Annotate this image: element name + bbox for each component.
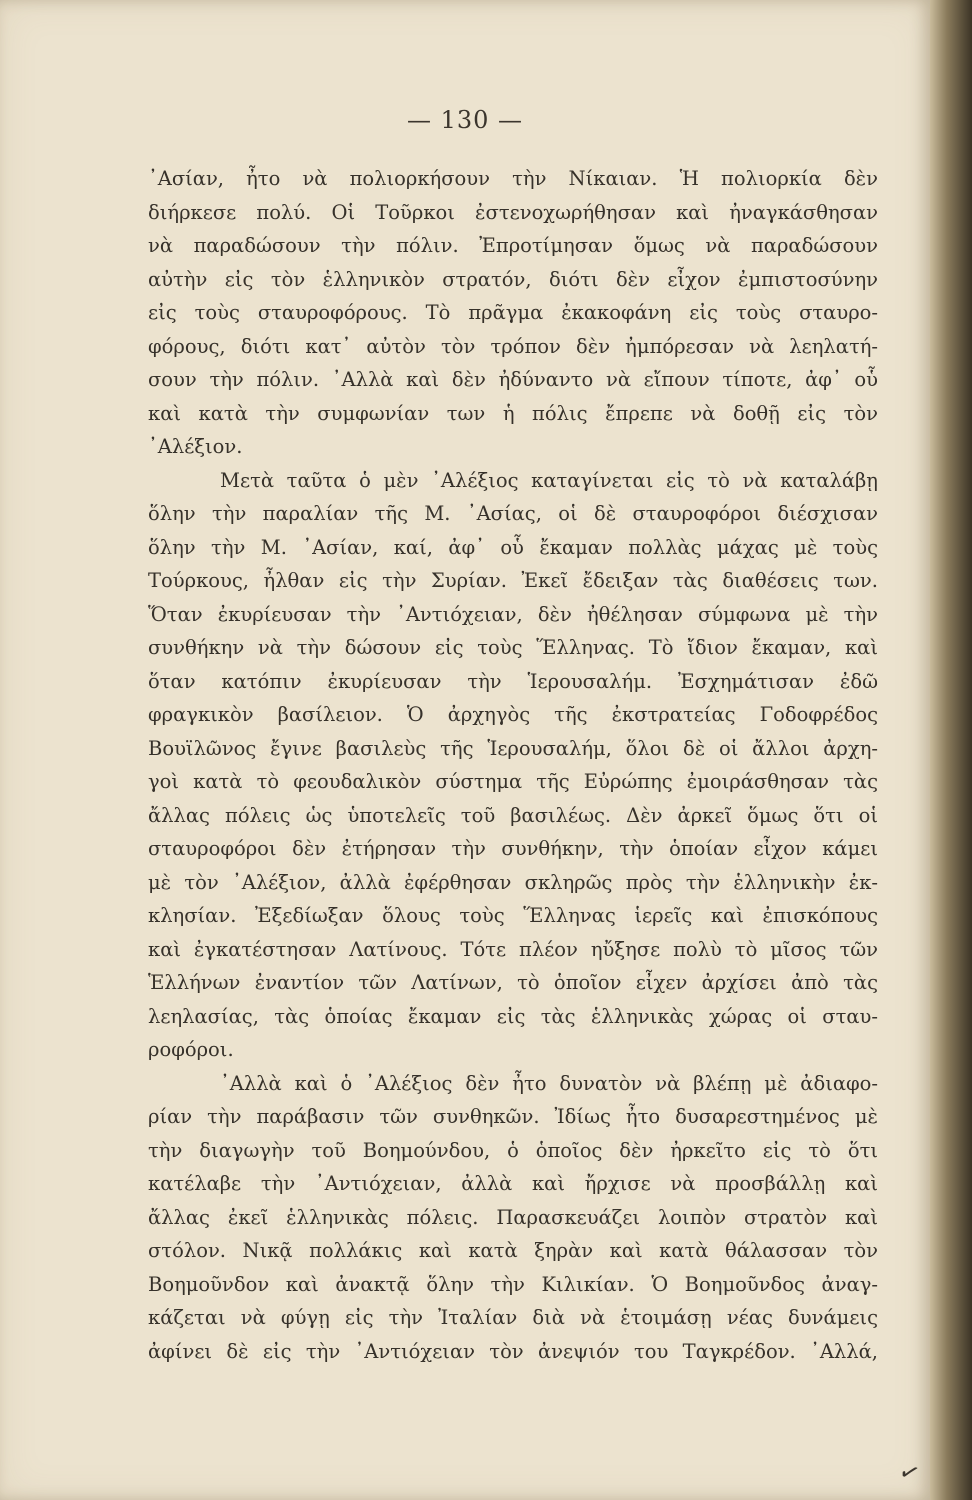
text-line: γοὶ κατὰ τὸ φεουδαλικὸν σύστημα τῆς Εὐρώπης ἐμοιράσθησαν τὰς (148, 770, 878, 793)
text-line: τὴν διαγωγὴν τοῦ Βοημούνδου, ὁ ὁποῖος δὲν ἠρκεῖτο εἰς τὸ ὅτι (148, 1138, 878, 1162)
text-line: καὶ κατὰ τὴν συμφωνίαν των ἡ πόλις ἔπρεπε νὰ δοθῇ εἰς τὸν (148, 401, 878, 425)
text-line: μὲ τὸν ᾿Αλέξιον, ἀλλὰ ἐφέρθησαν σκληρῶς πρὸς τὴν ἑλληνικὴν ἐκ- (148, 870, 878, 894)
text-line: σουν τὴν πόλιν. ᾿Αλλὰ καὶ δὲν ἠδύναντο νὰ εἴπουν τίποτε, ἀφ᾿ οὗ (148, 368, 878, 391)
text-line: κάζεται νὰ φύγῃ εἰς τὴν Ἰταλίαν διὰ νὰ ἑτοιμάσῃ νέας δυνάμεις (148, 1306, 878, 1329)
text-line: Τούρκους, ἦλθαν εἰς τὴν Συρίαν. Ἐκεῖ ἔδειξαν τὰς διαθέσεις των. (148, 569, 878, 592)
text-line: φόρους, διότι κατ᾿ αὐτὸν τὸν τρόπον δὲν ἠμπόρεσαν νὰ λεηλατή- (148, 334, 878, 358)
text-line: ὅταν κατόπιν ἐκυρίευσαν τὴν Ἱερουσαλήμ. Ἐσχημάτισαν ἐδῶ (148, 669, 878, 693)
text-line: ὅλην τὴν Μ. ᾿Ασίαν, καί, ἀφ᾿ οὗ ἔκαμαν πολλὰς μάχας μὲ τοὺς (148, 535, 878, 559)
text-line: φραγκικὸν βασίλειον. Ὁ ἀρχηγὸς τῆς ἐκστρατείας Γοδοφρέδος (148, 703, 878, 726)
text-line: καὶ ἐγκατέστησαν Λατίνους. Τότε πλέον ηὔξησε πολὺ τὸ μῖσος τῶν (148, 937, 878, 961)
text-line: Βουϊλῶνος ἔγινε βασιλεὺς τῆς Ἱερουσαλήμ, ὅλοι δὲ οἱ ἄλλοι ἀρχη- (148, 736, 878, 760)
text-line: Ὅταν ἐκυρίευσαν τὴν ᾿Αντιόχειαν, δὲν ἠθέλησαν σύμφωνα μὲ τὴν (148, 602, 878, 626)
ink-mark: ✓ (895, 1455, 924, 1490)
text-line: συνθήκην νὰ τὴν δώσουν εἰς τοὺς Ἕλληνας. Τὸ ἴδιον ἔκαμαν, καὶ (148, 636, 878, 659)
book-spine (930, 0, 972, 1500)
body-text (148, 162, 878, 1368)
text-line: ἄλλας πόλεις ὡς ὑποτελεῖς τοῦ βασιλέως. Δὲν ἀρκεῖ ὅμως ὅτι οἱ (148, 803, 878, 827)
text-line: νὰ παραδώσουν τὴν πόλιν. Ἐπροτίμησαν ὅμως νὰ παραδώσουν (148, 234, 878, 257)
text-line: Μετὰ ταῦτα ὁ μὲν ᾿Αλέξιος καταγίνεται εἰς τὸ νὰ καταλάβῃ (220, 468, 878, 492)
text-line: ᾿Ασίαν, ἦτο νὰ πολιορκήσουν τὴν Νίκαιαν. Ἡ πολιορκία δὲν (148, 167, 878, 190)
text-line: κατέλαβε τὴν ᾿Αντιόχειαν, ἀλλὰ καὶ ἤρχισε νὰ προσβάλλῃ καὶ (148, 1172, 878, 1195)
text-line: κλησίαν. Ἐξεδίωξαν ὅλους τοὺς Ἕλληνας ἱερεῖς καὶ ἐπισκόπους (148, 904, 878, 927)
text-line: εἰς τοὺς σταυροφόρους. Τὸ πρᾶγμα ἐκακοφάνη εἰς τοὺς σταυρο- (148, 301, 878, 324)
text-line: ρίαν τὴν παράβασιν τῶν συνθηκῶν. Ἰδίως ἦτο δυσαρεστημένος μὲ (148, 1105, 878, 1128)
text-line: σταυροφόροι δὲν ἐτήρησαν τὴν συνθήκην, τὴν ὁποίαν εἶχον κάμει (148, 837, 878, 860)
text-line: ᾿Αλλὰ καὶ ὁ ᾿Αλέξιος δὲν ἦτο δυνατὸν νὰ βλέπῃ μὲ ἀδιαφο- (220, 1071, 878, 1095)
text-line: ἀφίνει δὲ εἰς τὴν ᾿Αντιόχειαν τὸν ἀνεψιόν του Ταγκρέδον. ᾿Αλλά, (148, 1339, 878, 1363)
text-line: ᾿Αλέξιον. (148, 435, 243, 458)
text-line: ἄλλας ἐκεῖ ἑλληνικὰς πόλεις. Παρασκευάζει λοιπὸν στρατὸν καὶ (148, 1205, 878, 1229)
page-number: — 130 — (406, 106, 524, 134)
text-line: διήρκεσε πολύ. Οἱ Τοῦρκοι ἐστενοχωρήθησαν καὶ ἠναγκάσθησαν (148, 200, 878, 224)
text-line: ροφόροι. (148, 1038, 234, 1061)
text-line: Βοημοῦνδον καὶ ἀνακτᾷ ὅλην τὴν Κιλικίαν. Ὁ Βοημοῦνδος ἀναγ- (148, 1272, 878, 1296)
text-line: λεηλασίας, τὰς ὁποίας ἔκαμαν εἰς τὰς ἑλληνικὰς χώρας οἱ σταυ- (148, 1004, 878, 1028)
text-line: αὐτὴν εἰς τὸν ἑλληνικὸν στρατόν, διότι δὲν εἶχον ἐμπιστοσύνην (148, 267, 878, 291)
text-line: Ἑλλήνων ἐναντίον τῶν Λατίνων, τὸ ὁποῖον εἶχεν ἀρχίσει ἀπὸ τὰς (148, 971, 878, 994)
text-line: ὅλην τὴν παραλίαν τῆς Μ. ᾿Ασίας, οἱ δὲ σταυροφόροι διέσχισαν (148, 502, 878, 525)
text-line: στόλον. Νικᾷ πολλάκις καὶ κατὰ ξηρὰν καὶ κατὰ θάλασσαν τὸν (148, 1239, 878, 1262)
